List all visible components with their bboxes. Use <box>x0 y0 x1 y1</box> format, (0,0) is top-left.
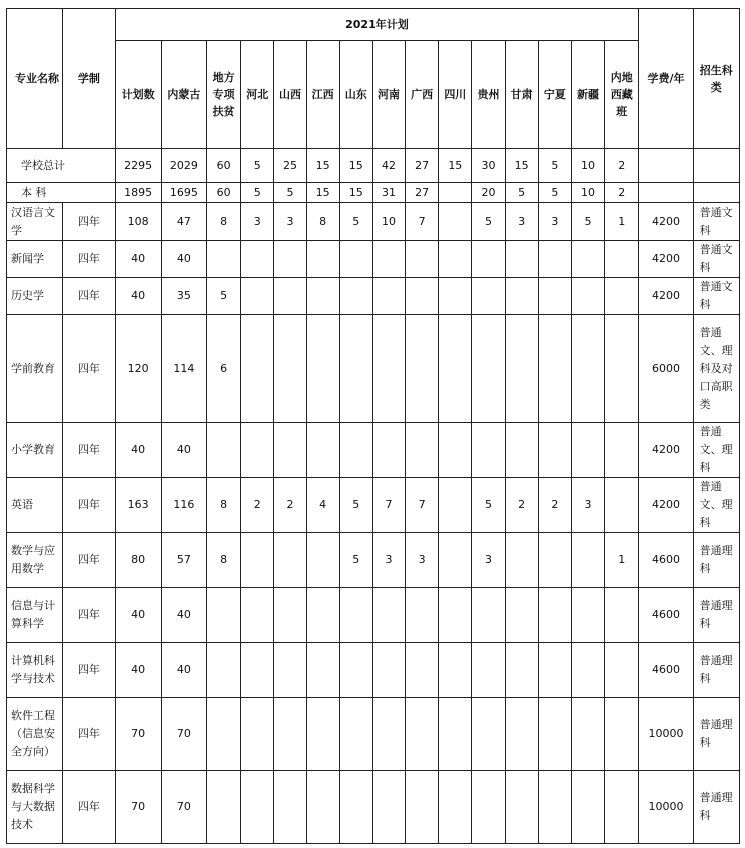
cell-value: 1895 <box>115 183 161 203</box>
cell-major: 软件工程（信息安全方向） <box>7 698 63 771</box>
cell-value <box>372 315 405 423</box>
cell-category <box>693 149 739 183</box>
cell-value <box>406 423 439 478</box>
cell-value <box>372 423 405 478</box>
cell-value: 5 <box>538 183 571 203</box>
cell-value <box>207 423 241 478</box>
summary-label: 学校总计 <box>7 149 116 183</box>
table-row <box>7 588 740 643</box>
cell-value <box>505 241 538 278</box>
cell-value <box>472 423 505 478</box>
header-plan-col: 宁夏 <box>538 41 571 149</box>
cell-fee: 4600 <box>639 643 693 698</box>
cell-value <box>439 315 472 423</box>
header-fee: 学费/年 <box>639 9 693 149</box>
cell-value <box>274 533 306 588</box>
cell-value: 15 <box>339 149 372 183</box>
cell-value <box>571 533 604 588</box>
cell-fee: 4200 <box>639 278 693 315</box>
cell-fee <box>639 183 693 203</box>
cell-value: 8 <box>207 533 241 588</box>
cell-value <box>207 643 241 698</box>
cell-value <box>372 643 405 698</box>
cell-value <box>241 698 274 771</box>
cell-value: 10 <box>571 183 604 203</box>
cell-value: 5 <box>472 478 505 533</box>
cell-value <box>306 278 339 315</box>
cell-value <box>505 423 538 478</box>
cell-fee: 4200 <box>639 478 693 533</box>
header-plan-group: 2021年计划 <box>115 9 639 41</box>
cell-value: 120 <box>115 315 161 423</box>
cell-value <box>339 771 372 844</box>
cell-value: 1 <box>605 533 639 588</box>
cell-value: 2 <box>505 478 538 533</box>
cell-value: 3 <box>372 533 405 588</box>
cell-value: 4 <box>306 478 339 533</box>
cell-value <box>372 698 405 771</box>
cell-category: 普通文科 <box>693 241 739 278</box>
header-plan-col: 河北 <box>241 41 274 149</box>
cell-duration: 四年 <box>63 533 115 588</box>
cell-value: 2 <box>274 478 306 533</box>
cell-value <box>505 771 538 844</box>
cell-value <box>274 698 306 771</box>
cell-value: 40 <box>115 423 161 478</box>
cell-value <box>372 278 405 315</box>
cell-value <box>406 241 439 278</box>
header-plan-col: 内蒙古 <box>161 41 206 149</box>
cell-value: 8 <box>207 203 241 241</box>
cell-value <box>439 478 472 533</box>
cell-value: 70 <box>115 771 161 844</box>
cell-value <box>538 533 571 588</box>
cell-category: 普通文、理科 <box>693 478 739 533</box>
cell-category: 普通理科 <box>693 771 739 844</box>
table-row <box>7 643 740 698</box>
cell-value <box>241 771 274 844</box>
cell-value: 2295 <box>115 149 161 183</box>
header-plan-col: 计划数 <box>115 41 161 149</box>
cell-value: 27 <box>406 183 439 203</box>
cell-major: 英语 <box>7 478 63 533</box>
cell-value: 3 <box>406 533 439 588</box>
table-row <box>7 478 740 533</box>
cell-category: 普通文、理科 <box>693 423 739 478</box>
cell-value <box>306 771 339 844</box>
cell-value: 15 <box>306 183 339 203</box>
cell-value: 7 <box>372 478 405 533</box>
cell-value: 70 <box>115 698 161 771</box>
cell-value: 7 <box>406 478 439 533</box>
cell-value <box>274 588 306 643</box>
cell-value <box>241 533 274 588</box>
cell-category: 普通理科 <box>693 588 739 643</box>
cell-value <box>605 643 639 698</box>
cell-value <box>472 315 505 423</box>
cell-value <box>207 241 241 278</box>
cell-value: 40 <box>161 423 206 478</box>
header-plan-col: 山东 <box>339 41 372 149</box>
cell-value: 10 <box>372 203 405 241</box>
cell-value: 15 <box>439 149 472 183</box>
cell-value: 40 <box>115 588 161 643</box>
cell-value <box>439 698 472 771</box>
cell-major: 信息与计算科学 <box>7 588 63 643</box>
cell-value: 5 <box>241 183 274 203</box>
cell-value: 116 <box>161 478 206 533</box>
cell-category: 普通文科 <box>693 203 739 241</box>
cell-value <box>605 478 639 533</box>
cell-value <box>538 771 571 844</box>
cell-duration: 四年 <box>63 203 115 241</box>
cell-value <box>472 278 505 315</box>
cell-value: 2 <box>605 149 639 183</box>
header-plan-col: 河南 <box>372 41 405 149</box>
cell-fee: 4200 <box>639 203 693 241</box>
cell-value: 5 <box>571 203 604 241</box>
cell-value <box>241 241 274 278</box>
cell-value <box>605 278 639 315</box>
cell-value <box>339 278 372 315</box>
cell-value: 25 <box>274 149 306 183</box>
summary-row <box>7 149 740 183</box>
cell-value <box>274 771 306 844</box>
cell-value: 5 <box>339 478 372 533</box>
cell-value: 5 <box>538 149 571 183</box>
cell-value: 60 <box>207 149 241 183</box>
cell-value <box>538 698 571 771</box>
cell-value: 40 <box>161 588 206 643</box>
cell-value <box>538 315 571 423</box>
cell-value: 3 <box>472 533 505 588</box>
cell-value <box>571 588 604 643</box>
header-plan-col: 贵州 <box>472 41 505 149</box>
cell-value: 5 <box>339 203 372 241</box>
cell-value <box>241 643 274 698</box>
cell-value <box>605 588 639 643</box>
cell-value: 70 <box>161 771 206 844</box>
cell-value <box>505 588 538 643</box>
header-plan-col: 内地西藏班 <box>605 41 639 149</box>
cell-value <box>538 588 571 643</box>
cell-value: 70 <box>161 698 206 771</box>
cell-value: 40 <box>115 241 161 278</box>
cell-value <box>372 241 405 278</box>
cell-value <box>207 771 241 844</box>
cell-value <box>439 771 472 844</box>
cell-value <box>505 643 538 698</box>
cell-value: 108 <box>115 203 161 241</box>
cell-value <box>406 771 439 844</box>
cell-value: 57 <box>161 533 206 588</box>
cell-value: 3 <box>505 203 538 241</box>
cell-value: 15 <box>339 183 372 203</box>
cell-duration: 四年 <box>63 478 115 533</box>
cell-fee: 4600 <box>639 533 693 588</box>
cell-value <box>306 643 339 698</box>
cell-value <box>274 315 306 423</box>
cell-value: 35 <box>161 278 206 315</box>
cell-major: 小学教育 <box>7 423 63 478</box>
cell-value <box>406 588 439 643</box>
cell-value: 30 <box>472 149 505 183</box>
cell-value <box>472 241 505 278</box>
cell-category <box>693 183 739 203</box>
cell-value <box>505 698 538 771</box>
cell-value <box>571 698 604 771</box>
cell-value <box>306 588 339 643</box>
table-row <box>7 203 740 241</box>
cell-value: 10 <box>571 149 604 183</box>
header-major: 专业名称 <box>7 9 63 149</box>
table-row <box>7 533 740 588</box>
cell-value: 3 <box>274 203 306 241</box>
cell-value: 8 <box>207 478 241 533</box>
cell-value <box>505 315 538 423</box>
header-plan-col: 甘肃 <box>505 41 538 149</box>
cell-value <box>439 533 472 588</box>
cell-value <box>306 241 339 278</box>
cell-value: 1695 <box>161 183 206 203</box>
cell-value <box>538 423 571 478</box>
cell-value: 47 <box>161 203 206 241</box>
cell-category: 普通理科 <box>693 643 739 698</box>
table-row <box>7 423 740 478</box>
cell-value <box>439 588 472 643</box>
cell-value: 1 <box>605 203 639 241</box>
cell-value <box>339 241 372 278</box>
enrollment-plan-table <box>6 8 740 844</box>
cell-value <box>571 423 604 478</box>
cell-value: 80 <box>115 533 161 588</box>
header-duration: 学制 <box>63 9 115 149</box>
cell-value: 114 <box>161 315 206 423</box>
cell-value: 3 <box>571 478 604 533</box>
table-row <box>7 241 740 278</box>
cell-value: 5 <box>472 203 505 241</box>
cell-value: 3 <box>538 203 571 241</box>
cell-value <box>406 643 439 698</box>
header-category: 招生科类 <box>693 9 739 149</box>
cell-duration: 四年 <box>63 771 115 844</box>
cell-duration: 四年 <box>63 588 115 643</box>
cell-value <box>571 278 604 315</box>
table-row <box>7 698 740 771</box>
cell-value <box>605 423 639 478</box>
cell-duration: 四年 <box>63 278 115 315</box>
cell-value <box>605 698 639 771</box>
cell-fee <box>639 149 693 183</box>
header-plan-col: 广西 <box>406 41 439 149</box>
cell-value <box>339 315 372 423</box>
cell-value <box>571 315 604 423</box>
cell-value: 42 <box>372 149 405 183</box>
cell-value <box>538 278 571 315</box>
cell-value: 2 <box>538 478 571 533</box>
cell-value <box>306 533 339 588</box>
table-row <box>7 771 740 844</box>
cell-value <box>439 643 472 698</box>
cell-value: 40 <box>161 643 206 698</box>
cell-value: 15 <box>505 149 538 183</box>
table-row <box>7 278 740 315</box>
cell-value <box>439 183 472 203</box>
cell-fee: 4200 <box>639 423 693 478</box>
cell-major: 数学与应用数学 <box>7 533 63 588</box>
cell-major: 学前教育 <box>7 315 63 423</box>
cell-value: 5 <box>339 533 372 588</box>
cell-value <box>241 588 274 643</box>
cell-value <box>406 315 439 423</box>
summary-row <box>7 183 740 203</box>
cell-value <box>339 643 372 698</box>
cell-value <box>306 315 339 423</box>
cell-value <box>505 533 538 588</box>
cell-value <box>472 698 505 771</box>
cell-category: 普通理科 <box>693 698 739 771</box>
cell-value <box>538 241 571 278</box>
header-plan-col: 四川 <box>439 41 472 149</box>
cell-value: 20 <box>472 183 505 203</box>
cell-value: 31 <box>372 183 405 203</box>
cell-fee: 4600 <box>639 588 693 643</box>
header-plan-col: 地方专项扶贫 <box>207 41 241 149</box>
cell-value <box>241 423 274 478</box>
cell-value <box>439 241 472 278</box>
cell-value <box>339 588 372 643</box>
cell-major: 计算机科学与技术 <box>7 643 63 698</box>
cell-value <box>339 698 372 771</box>
cell-major: 数据科学与大数据技术 <box>7 771 63 844</box>
table-row <box>7 315 740 423</box>
cell-category: 普通文、理科及对口高职类 <box>693 315 739 423</box>
cell-value: 5 <box>274 183 306 203</box>
summary-label: 本 科 <box>7 183 116 203</box>
cell-value <box>605 771 639 844</box>
cell-duration: 四年 <box>63 315 115 423</box>
cell-value: 8 <box>306 203 339 241</box>
cell-value: 5 <box>207 278 241 315</box>
cell-category: 普通理科 <box>693 533 739 588</box>
cell-fee: 10000 <box>639 771 693 844</box>
cell-value: 40 <box>161 241 206 278</box>
cell-value: 2029 <box>161 149 206 183</box>
header-plan-col: 山西 <box>274 41 306 149</box>
cell-duration: 四年 <box>63 698 115 771</box>
cell-duration: 四年 <box>63 643 115 698</box>
cell-value <box>571 643 604 698</box>
cell-value <box>605 315 639 423</box>
cell-value <box>605 241 639 278</box>
cell-major: 汉语言文学 <box>7 203 63 241</box>
cell-value <box>339 423 372 478</box>
cell-fee: 6000 <box>639 315 693 423</box>
cell-value <box>306 423 339 478</box>
cell-value <box>372 588 405 643</box>
cell-major: 历史学 <box>7 278 63 315</box>
header-plan-col: 新疆 <box>571 41 604 149</box>
cell-value <box>571 241 604 278</box>
cell-value <box>472 643 505 698</box>
cell-value <box>538 643 571 698</box>
cell-value: 40 <box>115 278 161 315</box>
cell-value: 40 <box>115 643 161 698</box>
cell-value <box>274 241 306 278</box>
cell-value: 2 <box>605 183 639 203</box>
cell-value <box>241 315 274 423</box>
cell-value <box>439 278 472 315</box>
cell-value <box>207 588 241 643</box>
cell-value: 5 <box>505 183 538 203</box>
cell-value <box>372 771 405 844</box>
cell-major: 新闻学 <box>7 241 63 278</box>
cell-value <box>274 423 306 478</box>
cell-value: 2 <box>241 478 274 533</box>
cell-fee: 4200 <box>639 241 693 278</box>
cell-value: 5 <box>241 149 274 183</box>
cell-value: 27 <box>406 149 439 183</box>
cell-value <box>274 643 306 698</box>
cell-duration: 四年 <box>63 423 115 478</box>
cell-value: 3 <box>241 203 274 241</box>
cell-value: 15 <box>306 149 339 183</box>
cell-value <box>406 698 439 771</box>
cell-value <box>505 278 538 315</box>
cell-value <box>472 771 505 844</box>
cell-category: 普通文科 <box>693 278 739 315</box>
cell-value <box>274 278 306 315</box>
cell-value <box>439 423 472 478</box>
cell-value: 60 <box>207 183 241 203</box>
cell-value <box>571 771 604 844</box>
cell-value <box>306 698 339 771</box>
cell-value <box>472 588 505 643</box>
cell-duration: 四年 <box>63 241 115 278</box>
cell-value: 163 <box>115 478 161 533</box>
cell-value <box>406 278 439 315</box>
cell-fee: 10000 <box>639 698 693 771</box>
cell-value: 7 <box>406 203 439 241</box>
cell-value <box>241 278 274 315</box>
header-plan-col: 江西 <box>306 41 339 149</box>
cell-value <box>207 698 241 771</box>
cell-value <box>439 203 472 241</box>
cell-value: 6 <box>207 315 241 423</box>
